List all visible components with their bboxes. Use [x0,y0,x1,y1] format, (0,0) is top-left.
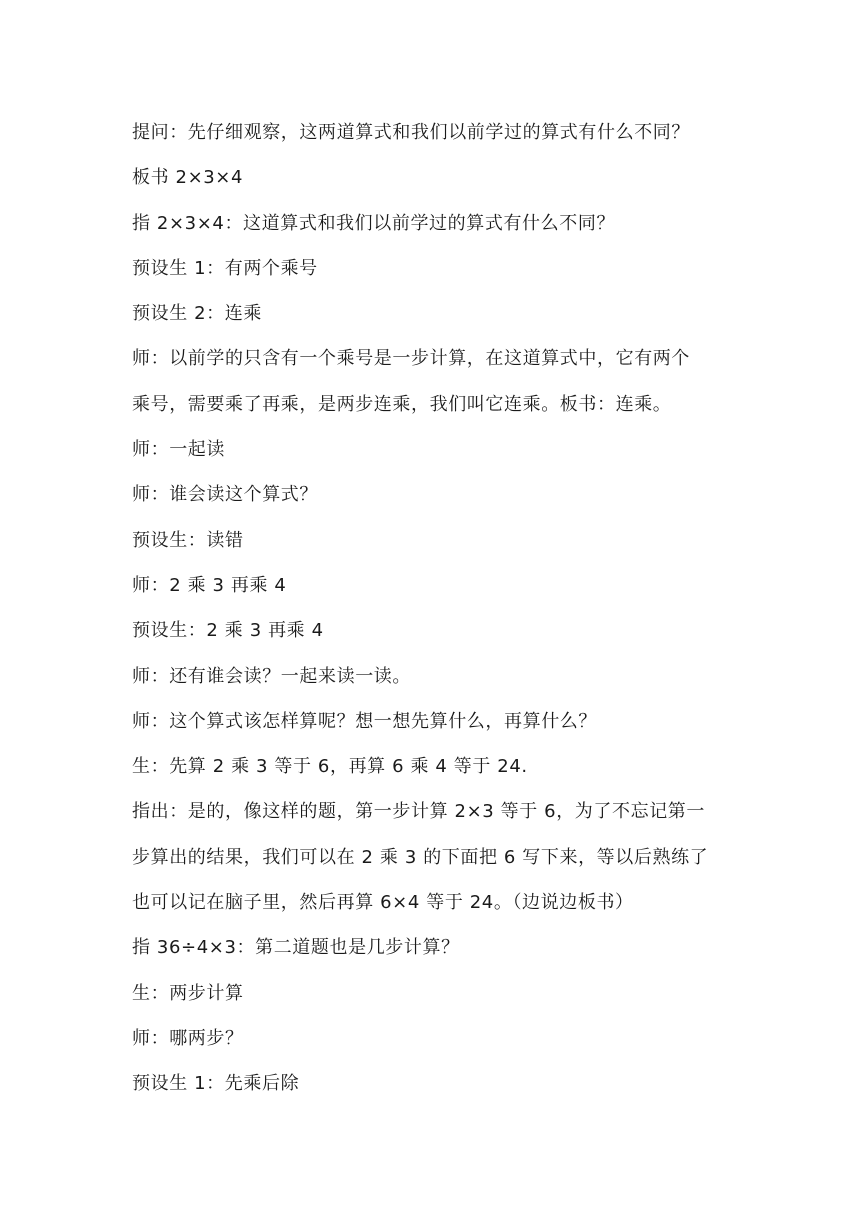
text-line: 师：这个算式该怎样算呢？想一想先算什么，再算什么？ [132,710,597,732]
text-line: 师：谁会读这个算式？ [132,484,318,506]
text-line: 步算出的结果，我们可以在 2 乘 3 的下面把 6 写下来，等以后熟练了 [132,846,709,868]
text-line: 生：两步计算 [132,982,244,1004]
text-line: 指 2×3×4：这道算式和我们以前学过的算式有什么不同？ [132,212,616,234]
text-line: 预设生 2：连乘 [132,303,262,325]
text-line: 预设生：读错 [132,529,244,551]
text-line: 指 36÷4×3：第二道题也是几步计算？ [132,937,460,959]
text-line: 乘号，需要乘了再乘，是两步连乘，我们叫它连乘。板书：连乘。 [132,393,672,415]
text-line: 板书 2×3×4 [132,167,244,189]
text-line: 提问：先仔细观察，这两道算式和我们以前学过的算式有什么不同？ [132,122,690,143]
text-line: 生：先算 2 乘 3 等于 6，再算 6 乘 4 等于 24. [132,756,528,778]
text-line: 师：2 乘 3 再乘 4 [132,574,287,596]
text-line: 预设生：2 乘 3 再乘 4 [132,620,324,642]
document-body [132,110,732,1107]
text-line: 师：一起读 [132,439,225,461]
text-line: 指出：是的，像这样的题，第一步计算 2×3 等于 6，为了不忘记第一 [132,801,706,823]
text-line: 预设生 1：有两个乘号 [132,257,318,279]
text-line: 师：还有谁会读？一起来读一读。 [132,665,411,687]
text-line: 预设生 1：先乘后除 [132,1073,300,1095]
text-line: 师：哪两步？ [132,1027,244,1049]
text-line: 师：以前学的只含有一个乘号是一步计算，在这道算式中，它有两个 [132,348,690,370]
text-line: 也可以记在脑子里，然后再算 6×4 等于 24。（边说边板书） [132,892,634,914]
